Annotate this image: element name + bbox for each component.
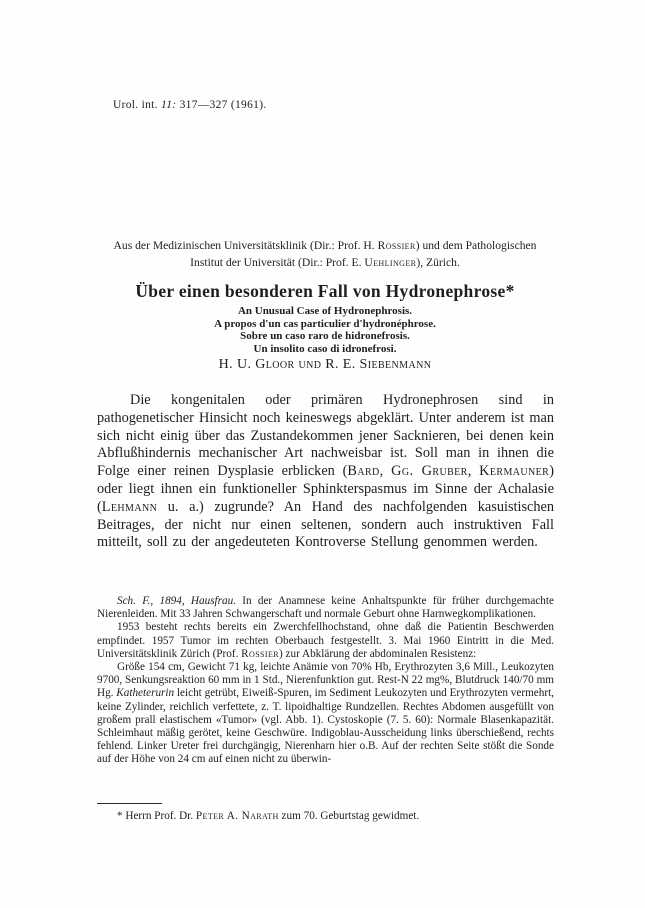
case-paragraph-befunde: Größe 154 cm, Gewicht 71 kg, leichte Anämie von 70% Hb, Erythrozyten 3,6 Mill., Leukozyten 9700, Senkungsreaktion 60 mm in 1 Std., Nierenfunktion gut. Rest-N 22 mg%, Blutdruck 140/70 mm Hg. Katheterurin leicht getrübt, Eiweiß-Spuren, im Sediment Leukozyten und Erythrozyten vermehrt, keine Zylinder, reichlich verfettete, z. T. lipoidhaltige Rundzellen. Rechtes Abdomen ausgefüllt von großem prall elastischem «Tumor» (vgl. Abb. 1). Cystoskopie (7. 5. 60): Normale Blasenkapazität. Schleimhaut mäßig gerötet, keine Geschwüre. Indigoblau-Ausscheidung links überschießend, rechts fehlend. Linker Ureter frei durchgängig, Nierenharn hier o.B. Auf der rechten Seite stößt die Sonde auf der Höhe von 24 cm auf einen nicht zu überwin- bbox=[97, 661, 554, 766]
subtitle-italian: Un insolito caso di idronefrosi. bbox=[253, 342, 397, 355]
journal-citation: Urol. int. 11: 317—327 (1961). bbox=[113, 99, 267, 111]
subtitle-french: A propos d'un cas particulier d'hydronéphrose. bbox=[214, 317, 436, 330]
case-paragraph-verlauf: 1953 besteht rechts bereits ein Zwerchfellhochstand, ohne daß die Patientin Beschwerden empfindet. 1957 Tumor im rechten Oberbauch festgestellt. 3. Mai 1960 Eintritt in die Med. Universitätsklinik Zürich (Prof. Rossier) zur Abklärung der abdominalen Resistenz: bbox=[97, 621, 554, 660]
translated-titles bbox=[96, 305, 554, 355]
footnote-divider bbox=[97, 803, 162, 804]
intro-paragraph: Die kongenitalen oder primären Hydronephrosen sind in pathogenetischer Hinsicht noch keineswegs abgeklärt. Unter anderem ist man sich nicht einig über das Zustandekommen jener Sacknieren, bei denen kein Abflußhindernis mechanischer Art nachweisbar ist. Soll man in ihnen die Folge einer reinen Dysplasie erblicken (Bard, Gg. Gruber, Kermauner) oder liegt ihnen ein funktioneller Sphinkterspasmus im Sinne der Achalasie (Lehmann u. a.) zugrunde? An Hand des nachfolgenden kasuistischen Beitrages, der nicht nur einen seltenen, sondern auch instruktiven Fall mitteilt, soll zu der angedeuteten Kontroverse Stellung genommen werden. bbox=[97, 392, 554, 551]
case-report-section bbox=[97, 595, 554, 767]
subtitle-spanish: Sobre un caso raro de hidronefrosis. bbox=[240, 330, 410, 343]
case-paragraph-anamnese: Sch. F., 1894, Hausfrau. In der Anamnese keine Anhaltspunkte für früher durchgemachte Nierenleiden. Mit 33 Jahren Schwangerschaft und normale Geburt ohne Harnwegkomplikationen. bbox=[97, 595, 554, 621]
subtitle-english: An Unusual Case of Hydronephrosis. bbox=[237, 305, 413, 317]
article-title: Über einen besonderen Fall von Hydronephrose* bbox=[135, 281, 515, 301]
affiliation-line: Aus der Medizinischen Universitätsklinik (Dir.: Prof. H. Rossier) und dem Pathologischen Institut der Universität (Dir.: Prof. E. Uehlinger), Zürich. bbox=[113, 239, 537, 269]
authors-line: H. U. Gloor und R. E. Siebenmann bbox=[218, 357, 432, 372]
dedication-footnote: * Herrn Prof. Dr. Peter A. Narath zum 70. Geburtstag gewidmet. bbox=[117, 810, 420, 822]
